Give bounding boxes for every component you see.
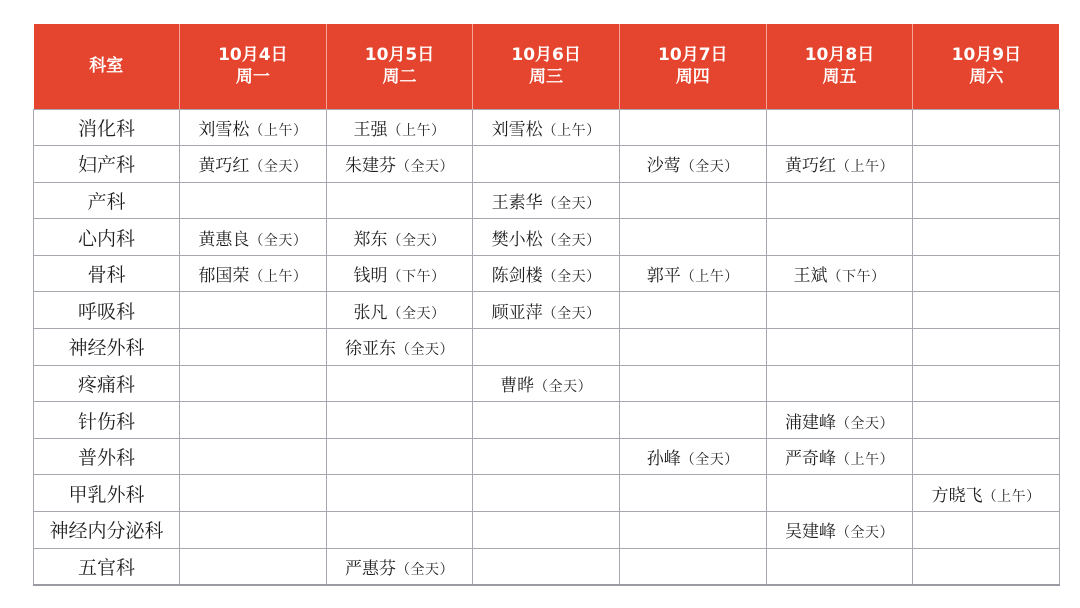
table-row	[34, 219, 1060, 256]
day-column-header	[619, 24, 766, 109]
time-slot-value: 全天	[557, 195, 587, 212]
schedule-cell	[326, 512, 473, 549]
time-slot-value: 全天	[410, 159, 440, 176]
day-column-header	[180, 24, 327, 109]
department-cell: 甲乳外科	[34, 475, 180, 512]
time-slot-value: 全天	[557, 305, 587, 322]
table-row	[34, 182, 1060, 219]
time-slot-value: 全天	[557, 232, 587, 249]
time-slot: （全天）	[542, 269, 601, 286]
schedule-cell	[326, 292, 473, 329]
schedule-cell	[180, 146, 327, 183]
schedule-cell	[913, 109, 1060, 146]
schedule-cell	[180, 512, 327, 549]
department-cell: 产科	[34, 182, 180, 219]
schedule-cell	[766, 146, 913, 183]
time-slot-value: 全天	[410, 561, 440, 578]
department-column-header	[34, 24, 180, 109]
schedule-cell	[326, 329, 473, 366]
time-slot-value: 全天	[850, 415, 880, 432]
time-slot-value: 上午	[850, 452, 880, 469]
schedule-cell	[473, 438, 620, 475]
schedule-cell	[766, 512, 913, 549]
doctor-name: 张凡	[353, 302, 388, 323]
schedule-cell	[180, 292, 327, 329]
table-row	[34, 365, 1060, 402]
table-row	[34, 109, 1060, 146]
table-row	[34, 402, 1060, 439]
time-slot-value: 全天	[401, 232, 431, 249]
day-column-header	[473, 24, 620, 109]
schedule-cell	[180, 548, 327, 585]
time-slot-value: 全天	[557, 269, 587, 286]
doctor-name: 沙莺	[646, 156, 681, 177]
time-slot-value: 全天	[263, 159, 293, 176]
table-body	[34, 109, 1060, 585]
time-slot-value: 全天	[695, 452, 725, 469]
doctor-name: 郑东	[353, 229, 388, 250]
schedule-cell	[326, 146, 473, 183]
schedule-cell	[619, 329, 766, 366]
department-header-label: 科室	[89, 56, 124, 77]
table-row	[34, 438, 1060, 475]
time-slot: （上午）	[387, 122, 446, 139]
time-slot: （全天）	[395, 561, 454, 578]
time-slot: （全天）	[249, 232, 308, 249]
schedule-cell	[619, 438, 766, 475]
schedule-cell	[913, 292, 1060, 329]
time-slot: （全天）	[542, 305, 601, 322]
schedule-cell	[913, 365, 1060, 402]
time-slot: （全天）	[534, 378, 593, 395]
time-slot-value: 上午	[850, 159, 880, 176]
schedule-cell	[619, 219, 766, 256]
doctor-name: 方晓飞	[931, 485, 983, 506]
schedule-cell	[326, 365, 473, 402]
day-column-header	[766, 24, 913, 109]
schedule-cell	[180, 182, 327, 219]
time-slot-value: 全天	[850, 525, 880, 542]
time-slot: （下午）	[387, 269, 446, 286]
schedule-cell	[180, 219, 327, 256]
doctor-name: 曹晔	[500, 375, 535, 396]
department-cell: 妇产科	[34, 146, 180, 183]
schedule-cell	[473, 146, 620, 183]
table-row	[34, 512, 1060, 549]
doctor-name: 孙峰	[646, 449, 681, 470]
schedule-cell	[619, 146, 766, 183]
schedule-cell	[326, 255, 473, 292]
department-cell: 神经外科	[34, 329, 180, 366]
schedule-cell	[180, 438, 327, 475]
schedule-cell	[180, 109, 327, 146]
schedule-cell	[913, 548, 1060, 585]
schedule-cell	[766, 219, 913, 256]
time-slot: （上午）	[249, 269, 308, 286]
table-row	[34, 146, 1060, 183]
department-cell: 呼吸科	[34, 292, 180, 329]
schedule-cell	[766, 329, 913, 366]
doctor-name: 王强	[353, 119, 388, 140]
doctor-name: 徐亚东	[344, 339, 396, 360]
time-slot: （全天）	[395, 159, 454, 176]
doctor-name: 王斌	[793, 266, 828, 287]
schedule-cell	[619, 365, 766, 402]
schedule-cell	[326, 402, 473, 439]
doctor-name: 郭平	[646, 266, 681, 287]
schedule-cell	[326, 219, 473, 256]
schedule-cell	[913, 512, 1060, 549]
time-slot: （下午）	[827, 269, 886, 286]
day-column-header	[326, 24, 473, 109]
time-slot-value: 下午	[841, 269, 871, 286]
table-row	[34, 292, 1060, 329]
schedule-cell	[619, 255, 766, 292]
doctor-name: 顾亚萍	[491, 302, 543, 323]
time-slot-value: 全天	[410, 342, 440, 359]
schedule-cell	[473, 292, 620, 329]
day-weekday: 周四	[675, 67, 710, 88]
schedule-cell	[619, 182, 766, 219]
schedule-cell	[766, 292, 913, 329]
department-cell: 五官科	[34, 548, 180, 585]
schedule-cell	[766, 182, 913, 219]
duty-schedule-table	[33, 24, 1060, 586]
schedule-cell	[473, 548, 620, 585]
doctor-name: 严奇峰	[784, 449, 836, 470]
schedule-cell	[473, 365, 620, 402]
day-date: 10月6日	[511, 45, 581, 66]
doctor-name: 吴建峰	[784, 522, 836, 543]
schedule-cell	[913, 402, 1060, 439]
time-slot: （上午）	[982, 488, 1041, 505]
time-slot-value: 上午	[997, 488, 1027, 505]
day-date: 10月9日	[951, 45, 1022, 66]
schedule-cell	[473, 255, 620, 292]
time-slot-value: 全天	[548, 378, 578, 395]
schedule-cell	[913, 255, 1060, 292]
doctor-name: 刘雪松	[491, 119, 543, 140]
table-row	[34, 548, 1060, 585]
time-slot: （上午）	[835, 159, 894, 176]
time-slot-value: 上午	[263, 269, 293, 286]
table-header	[34, 24, 1060, 109]
time-slot: （全天）	[542, 232, 601, 249]
doctor-name: 樊小松	[491, 229, 543, 250]
day-weekday: 周五	[822, 67, 857, 88]
time-slot: （全天）	[835, 415, 894, 432]
schedule-cell	[913, 329, 1060, 366]
schedule-cell	[326, 109, 473, 146]
time-slot: （全天）	[395, 342, 454, 359]
schedule-cell	[766, 402, 913, 439]
schedule-cell	[473, 182, 620, 219]
doctor-name: 严惠芬	[344, 558, 396, 579]
day-weekday: 周三	[529, 67, 564, 88]
table-row	[34, 255, 1060, 292]
schedule-cell	[913, 219, 1060, 256]
time-slot: （全天）	[387, 305, 446, 322]
day-column-header	[913, 24, 1060, 109]
time-slot-value: 全天	[401, 305, 431, 322]
schedule-cell	[619, 548, 766, 585]
time-slot: （全天）	[387, 232, 446, 249]
schedule-cell	[619, 292, 766, 329]
schedule-cell	[766, 109, 913, 146]
doctor-name: 刘雪松	[198, 119, 250, 140]
schedule-cell	[619, 109, 766, 146]
schedule-cell	[180, 365, 327, 402]
day-date: 10月5日	[364, 45, 435, 66]
day-date: 10月8日	[804, 45, 875, 66]
doctor-name: 郁国荣	[198, 266, 250, 287]
time-slot: （上午）	[249, 122, 308, 139]
doctor-name: 黄惠良	[198, 229, 250, 250]
doctor-name: 浦建峰	[784, 412, 836, 433]
department-cell: 针伤科	[34, 402, 180, 439]
time-slot-value: 上午	[401, 122, 431, 139]
doctor-name: 王素华	[491, 192, 543, 213]
time-slot: （上午）	[835, 452, 894, 469]
day-weekday: 周一	[235, 67, 270, 88]
department-cell: 消化科	[34, 109, 180, 146]
time-slot: （全天）	[835, 525, 894, 542]
schedule-cell	[326, 182, 473, 219]
time-slot: （全天）	[542, 195, 601, 212]
doctor-name: 陈剑楼	[491, 266, 543, 287]
schedule-cell	[913, 146, 1060, 183]
department-cell: 神经内分泌科	[34, 512, 180, 549]
department-cell: 普外科	[34, 438, 180, 475]
schedule-cell	[180, 329, 327, 366]
doctor-name: 朱建芬	[344, 156, 396, 177]
schedule-cell	[619, 402, 766, 439]
doctor-name: 黄巧红	[198, 156, 250, 177]
time-slot-value: 上午	[695, 269, 725, 286]
time-slot: （上午）	[542, 122, 601, 139]
schedule-cell	[766, 438, 913, 475]
department-cell: 疼痛科	[34, 365, 180, 402]
day-weekday: 周六	[969, 67, 1004, 88]
schedule-cell	[766, 548, 913, 585]
time-slot-value: 下午	[401, 269, 431, 286]
time-slot: （全天）	[680, 159, 739, 176]
department-cell: 骨科	[34, 255, 180, 292]
schedule-cell	[473, 109, 620, 146]
schedule-cell	[766, 475, 913, 512]
day-weekday: 周二	[382, 67, 417, 88]
schedule-cell	[326, 438, 473, 475]
table-row	[34, 329, 1060, 366]
time-slot: （全天）	[249, 159, 308, 176]
schedule-cell	[619, 475, 766, 512]
doctor-name: 黄巧红	[784, 156, 836, 177]
doctor-name: 钱明	[353, 266, 388, 287]
schedule-cell	[473, 219, 620, 256]
time-slot-value: 全天	[263, 232, 293, 249]
schedule-cell	[473, 512, 620, 549]
day-date: 10月7日	[658, 45, 728, 66]
time-slot-value: 上午	[263, 122, 293, 139]
schedule-cell	[913, 182, 1060, 219]
schedule-cell	[473, 475, 620, 512]
time-slot: （上午）	[680, 269, 739, 286]
schedule-cell	[326, 475, 473, 512]
schedule-cell	[619, 512, 766, 549]
day-date: 10月4日	[218, 45, 288, 66]
schedule-cell	[326, 548, 473, 585]
schedule-cell	[913, 475, 1060, 512]
schedule-cell	[766, 365, 913, 402]
schedule-cell	[180, 402, 327, 439]
schedule-cell	[473, 329, 620, 366]
schedule-cell	[473, 402, 620, 439]
schedule-cell	[766, 255, 913, 292]
header-row	[34, 24, 1060, 109]
time-slot: （全天）	[680, 452, 739, 469]
time-slot-value: 全天	[695, 159, 725, 176]
table-row	[34, 475, 1060, 512]
schedule-cell	[180, 475, 327, 512]
department-cell: 心内科	[34, 219, 180, 256]
schedule-cell	[180, 255, 327, 292]
time-slot-value: 上午	[557, 122, 587, 139]
schedule-cell	[913, 438, 1060, 475]
